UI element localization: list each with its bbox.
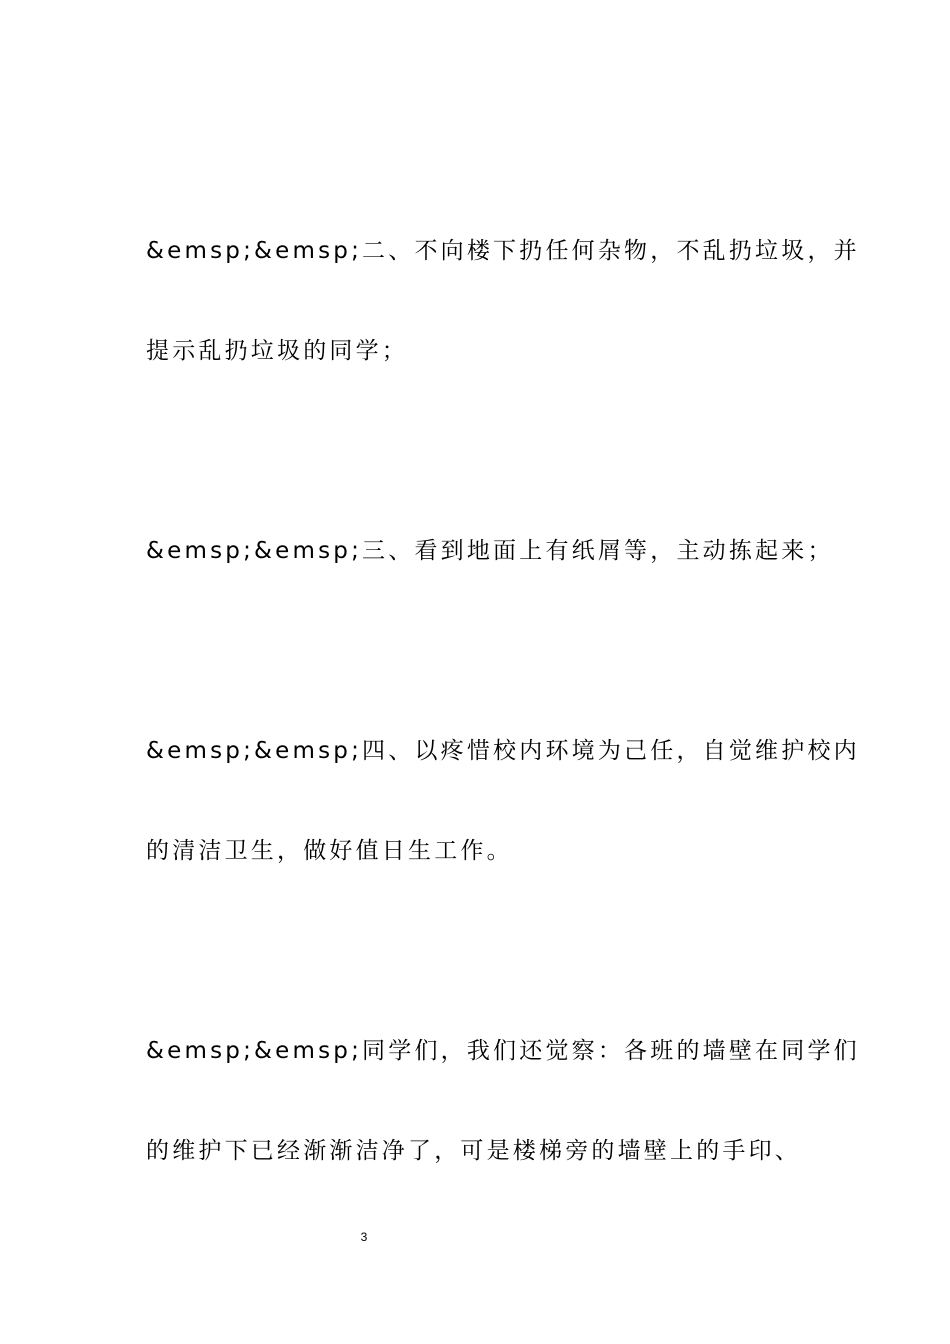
paragraph-line: &emsp;&emsp;二、不向楼下扔任何杂物，不乱扔垃圾，并 xyxy=(146,238,860,264)
paragraph-line: 提示乱扔垃圾的同学； xyxy=(146,338,408,364)
paragraph-line: &emsp;&emsp;同学们，我们还觉察：各班的墙壁在同学们 xyxy=(146,1038,860,1064)
page-number: 3 xyxy=(360,1230,368,1244)
paragraph-line: 的清洁卫生，做好值日生工作。 xyxy=(146,838,513,864)
paragraph-line: &emsp;&emsp;三、看到地面上有纸屑等，主动拣起来； xyxy=(146,538,834,564)
paragraph-line: &emsp;&emsp;四、以疼惜校内环境为己任，自觉维护校内 xyxy=(146,738,860,764)
paragraph-line: 的维护下已经渐渐洁净了，可是楼梯旁的墙壁上的手印、 xyxy=(146,1138,801,1164)
